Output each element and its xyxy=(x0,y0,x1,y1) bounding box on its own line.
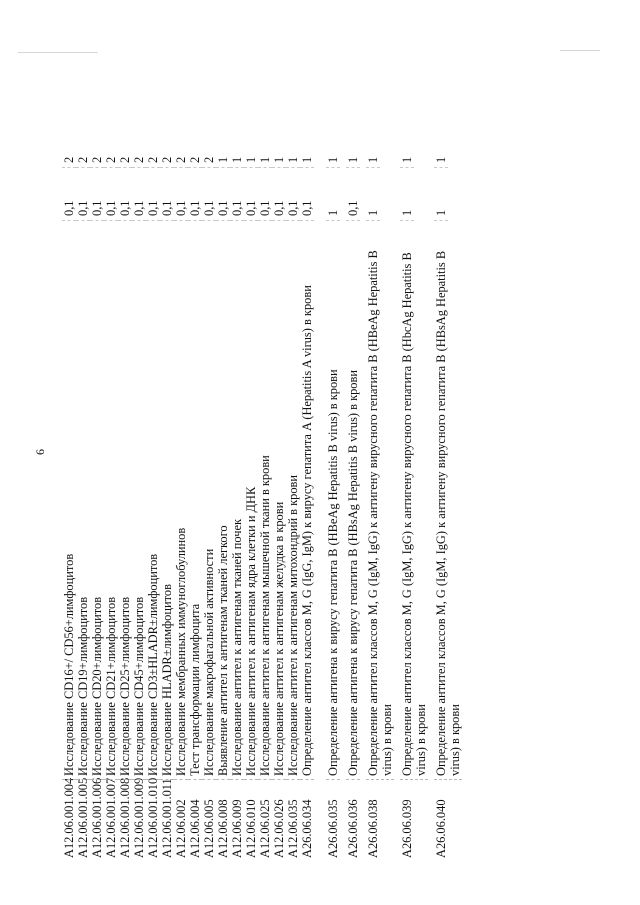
service-code: A26.06.039 xyxy=(400,799,414,858)
multiplicity-value: 2 xyxy=(90,123,104,168)
frequency-value: 0,1 xyxy=(216,168,230,221)
service-name: Определение антител классов M, G (IgG, IgM) к вирусу гепатита A (Hepatitis A virus) в крови xyxy=(300,221,314,780)
service-name: Исследование антител к антигенам мышечной ткани в крови xyxy=(258,221,272,780)
table-row xyxy=(132,132,146,860)
services-table xyxy=(62,132,462,860)
service-code: A26.06.034 xyxy=(300,799,314,858)
service-code: A26.06.038 xyxy=(366,799,380,858)
table-row xyxy=(188,132,202,860)
service-name: Определение антител классов M, G (IgM, IgG) к антигену вирусного гепатита B (HBsAg Hepatitis B virus) в крови xyxy=(434,221,462,780)
service-code: A12.06.025 xyxy=(258,799,272,858)
frequency-value: 0,1 xyxy=(174,168,188,221)
table-row xyxy=(300,132,314,860)
table-row xyxy=(400,132,428,860)
service-code: A26.06.040 xyxy=(434,799,448,858)
service-name: Исследование CD19+лимфоцитов xyxy=(76,221,90,780)
multiplicity-value: 2 xyxy=(160,123,174,168)
service-code: A12.06.008 xyxy=(216,799,230,858)
scan-speck xyxy=(18,52,98,53)
table-row xyxy=(216,132,230,860)
frequency-value: 0,1 xyxy=(202,168,216,221)
frequency-value: 0,1 xyxy=(146,168,160,221)
service-name: Исследование макрофагальной активности xyxy=(202,221,216,780)
service-name: Определение антител классов M, G (IgM, IgG) к антигену вирусного гепатита B (HBeAg Hepatitis B virus) в крови xyxy=(366,221,394,780)
service-name: Исследование CD20+лимфоцитов xyxy=(90,221,104,780)
multiplicity-value: 1 xyxy=(258,123,272,168)
service-name: Тест трансформации лимфоцита xyxy=(188,221,202,780)
multiplicity-value: 1 xyxy=(366,123,380,168)
frequency-value: 0,1 xyxy=(300,168,314,221)
table-row xyxy=(76,132,90,860)
table-row xyxy=(326,132,340,860)
service-code: A12.06.001.006 xyxy=(90,777,104,858)
multiplicity-value: 2 xyxy=(188,123,202,168)
frequency-value: 1 xyxy=(400,168,414,221)
frequency-value: 1 xyxy=(434,168,448,221)
frequency-value: 0,1 xyxy=(272,168,286,221)
service-code: A12.06.001.009 xyxy=(132,777,146,858)
service-name: Исследование антител к антигенам тканей почек xyxy=(230,221,244,780)
service-name: Исследование HLADR±лимфоцитов xyxy=(160,221,174,780)
frequency-value: 0,1 xyxy=(62,168,76,221)
scan-speck xyxy=(560,50,600,51)
multiplicity-value: 2 xyxy=(104,123,118,168)
service-name: Исследование CD21+лимфоцитов xyxy=(104,221,118,780)
service-name: Исследование антител к антигенам митохондрий в крови xyxy=(286,221,300,780)
table-row xyxy=(258,132,272,860)
service-code: A12.06.035 xyxy=(286,799,300,858)
multiplicity-value: 1 xyxy=(216,123,230,168)
frequency-value: 1 xyxy=(366,168,380,221)
frequency-value: 0,1 xyxy=(76,168,90,221)
service-name: Определение антигена к вирусу гепатита B (HBeAg Hepatitis B virus) в крови xyxy=(326,221,340,780)
frequency-value: 0,1 xyxy=(244,168,258,221)
service-code: A12.06.026 xyxy=(272,799,286,858)
frequency-value: 0,1 xyxy=(188,168,202,221)
multiplicity-value: 1 xyxy=(400,123,414,168)
service-name: Выявление антител к антигенам тканей легкого xyxy=(216,221,230,780)
service-code: A12.06.001.004 xyxy=(62,777,76,858)
service-code: A26.06.035 xyxy=(326,799,340,858)
table-row xyxy=(230,132,244,860)
frequency-value: 0,1 xyxy=(132,168,146,221)
multiplicity-value: 2 xyxy=(146,123,160,168)
service-name: Определение антител классов M, G (IgM, IgG) к антигену вирусного гепатита B (HbcAg Hepatitis B virus) в крови xyxy=(400,221,428,780)
multiplicity-value: 2 xyxy=(202,123,216,168)
service-code: A12.06.009 xyxy=(230,799,244,858)
table-row xyxy=(104,132,118,860)
multiplicity-value: 2 xyxy=(174,123,188,168)
service-name: Исследование мембранных иммуноглобулинов xyxy=(174,221,188,780)
service-code: A26.06.036 xyxy=(346,799,360,858)
service-code: A12.06.005 xyxy=(202,799,216,858)
table-row xyxy=(118,132,132,860)
multiplicity-value: 1 xyxy=(434,123,448,168)
service-name: Исследование CD16+/ CD56+лимфоцитов xyxy=(62,221,76,780)
frequency-value: 0,1 xyxy=(160,168,174,221)
table-row xyxy=(346,132,360,860)
multiplicity-value: 1 xyxy=(300,123,314,168)
table-row xyxy=(90,132,104,860)
service-name: Исследование CD25+лимфоцитов xyxy=(118,221,132,780)
service-name: Исследование антител к антигенам ядра клетки и ДНК xyxy=(244,221,258,780)
table-row xyxy=(272,132,286,860)
frequency-value: 0,1 xyxy=(90,168,104,221)
table-row xyxy=(202,132,216,860)
service-code: A12.06.001.005 xyxy=(76,777,90,858)
multiplicity-value: 1 xyxy=(244,123,258,168)
multiplicity-value: 1 xyxy=(272,123,286,168)
service-code: A12.06.001.011 xyxy=(160,778,174,858)
table-row xyxy=(146,132,160,860)
frequency-value: 0,1 xyxy=(286,168,300,221)
multiplicity-value: 2 xyxy=(132,123,146,168)
service-code: A12.06.001.007 xyxy=(104,777,118,858)
table-row xyxy=(286,132,300,860)
table-row xyxy=(366,132,394,860)
multiplicity-value: 2 xyxy=(118,123,132,168)
multiplicity-value: 1 xyxy=(326,123,340,168)
service-name: Определение антигена к вирусу гепатита B (HBsAg Hepatitis B virus) в крови xyxy=(346,221,360,780)
multiplicity-value: 2 xyxy=(76,123,90,168)
frequency-value: 0,1 xyxy=(230,168,244,221)
table-row xyxy=(62,132,76,860)
service-code: A12.06.001.008 xyxy=(118,777,132,858)
multiplicity-value: 1 xyxy=(346,123,360,168)
frequency-value: 0,1 xyxy=(104,168,118,221)
service-code: A12.06.010 xyxy=(244,799,258,858)
frequency-value: 1 xyxy=(326,168,340,221)
frequency-value: 0,1 xyxy=(258,168,272,221)
multiplicity-value: 2 xyxy=(62,123,76,168)
table-row xyxy=(244,132,258,860)
multiplicity-value: 1 xyxy=(286,123,300,168)
table-row xyxy=(434,132,462,860)
service-name: Исследование CD3±HLADR±лимфоцитов xyxy=(146,221,160,780)
page-number: 6 xyxy=(33,449,47,455)
service-code: A12.06.002 xyxy=(174,799,188,858)
frequency-value: 0,1 xyxy=(346,168,360,221)
service-name: Исследование CD45+лимфоцитов xyxy=(132,221,146,780)
service-code: A12.06.001.010 xyxy=(146,777,160,858)
service-name: Исследование антител к антигенам желудка в крови xyxy=(272,221,286,780)
frequency-value: 0,1 xyxy=(118,168,132,221)
service-code: A12.06.004 xyxy=(188,799,202,858)
multiplicity-value: 1 xyxy=(230,123,244,168)
table-row xyxy=(160,132,174,860)
table-row xyxy=(174,132,188,860)
